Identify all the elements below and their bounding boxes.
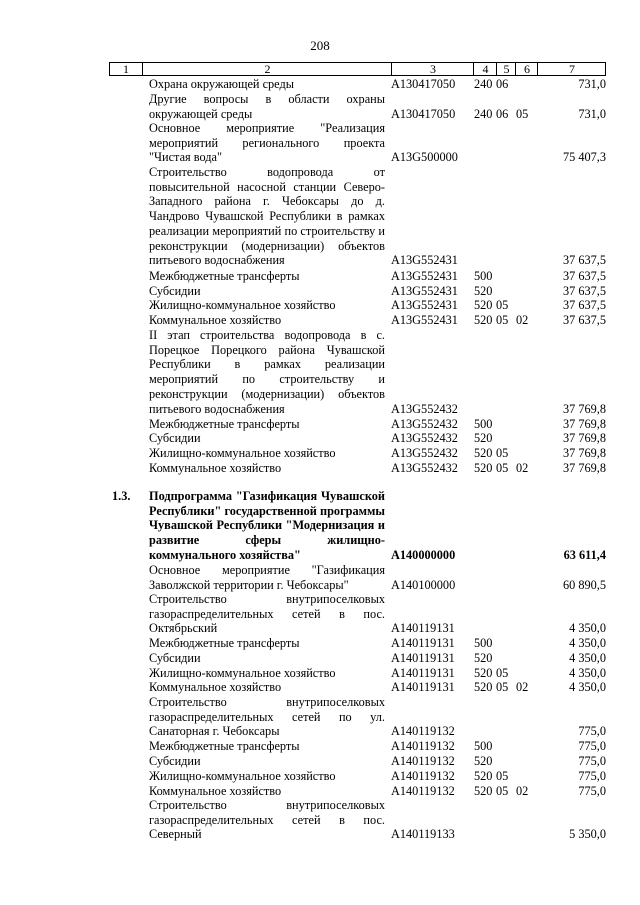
- row-amount: 731,0: [578, 77, 606, 91]
- row-col-4: 520: [474, 431, 493, 445]
- row-col-5: 05: [496, 769, 509, 783]
- row-code: A140119131: [391, 636, 455, 650]
- row-name: Жилищно-коммунальное хозяйство: [149, 446, 336, 460]
- row-amount: 4 350,0: [569, 636, 606, 650]
- row-col-5: 06: [496, 77, 509, 91]
- header-col-5: 5: [496, 63, 516, 75]
- row-col-4: 520: [474, 313, 493, 327]
- row-col-6: 02: [516, 461, 529, 475]
- row-name: Основное мероприятие "Газификация Заволжской территории г. Чебоксары": [149, 563, 385, 592]
- row-code: A140119132: [391, 769, 455, 783]
- row-code: A130417050: [391, 106, 456, 121]
- row-amount: 37 769,8: [562, 446, 606, 460]
- row-name: Жилищно-коммунальное хозяйство: [149, 769, 336, 783]
- row-code: A140119132: [391, 739, 455, 753]
- row-col-5: 05: [496, 298, 509, 312]
- row-amount: 37 637,5: [562, 253, 606, 268]
- row-amount: 775,0: [578, 739, 606, 753]
- row-col-6: 02: [516, 680, 529, 694]
- row-amount: 37 769,8: [562, 417, 606, 431]
- row-col-4: 500: [474, 269, 493, 283]
- row-col-4: 520: [474, 666, 493, 680]
- row-name: Коммунальное хозяйство: [149, 784, 282, 798]
- row-code: A140119133: [391, 827, 455, 842]
- header-col-3: 3: [391, 63, 474, 75]
- row-col-5: 05: [496, 461, 509, 475]
- row-amount: 37 637,5: [562, 269, 606, 283]
- row-code: A140119132: [391, 754, 455, 768]
- row-name: Коммунальное хозяйство: [149, 313, 282, 327]
- row-code: A13G500000: [391, 150, 458, 165]
- row-code: A13G552432: [391, 417, 458, 431]
- row-code: A13G552431: [391, 284, 458, 298]
- row-amount: 37 637,5: [562, 284, 606, 298]
- row-code: A140119132: [391, 784, 455, 798]
- row-amount: 4 350,0: [569, 651, 606, 665]
- row-name: Жилищно-коммунальное хозяйство: [149, 666, 336, 680]
- row-code: A140119132: [391, 724, 455, 739]
- row-col-4: 500: [474, 739, 493, 753]
- row-name: Межбюджетные трансферты: [149, 739, 300, 753]
- row-name: Субсидии: [149, 431, 201, 445]
- row-name: Межбюджетные трансферты: [149, 269, 300, 283]
- row-col-6: 02: [516, 784, 529, 798]
- row-amount: 775,0: [578, 784, 606, 798]
- row-code: A13G552432: [391, 431, 458, 445]
- row-name: Строительство внутрипоселковых газораспределительных сетей в пос. Октябрьский: [149, 592, 385, 636]
- header-col-1: 1: [123, 62, 129, 76]
- row-amount: 5 350,0: [569, 827, 606, 842]
- row-col-4: 500: [474, 417, 493, 431]
- row-col-4: 520: [474, 680, 493, 694]
- row-amount: 37 769,8: [562, 431, 606, 445]
- row-col-6: 02: [516, 313, 529, 327]
- row-col-4: 520: [474, 769, 493, 783]
- row-name: Строительство внутрипоселковых газораспределительных сетей в пос. Северный: [149, 798, 385, 842]
- row-col-5: 05: [496, 666, 509, 680]
- row-col-4: 520: [474, 446, 493, 460]
- row-col-4: 520: [474, 651, 493, 665]
- row-col-4: 520: [474, 284, 493, 298]
- row-name: Межбюджетные трансферты: [149, 636, 300, 650]
- row-name: Жилищно-коммунальное хозяйство: [149, 298, 336, 312]
- row-code: A140119131: [391, 621, 455, 636]
- row-name: Строительство внутрипоселковых газораспределительных сетей по ул. Санаторная г. Чебоксары: [149, 695, 385, 739]
- row-amount: 731,0: [578, 106, 606, 121]
- row-col-5: 05: [496, 446, 509, 460]
- row-col-6: 05: [516, 106, 529, 121]
- row-code: A140119131: [391, 651, 455, 665]
- row-col-5: 05: [496, 784, 509, 798]
- row-amount: 63 611,4: [563, 547, 606, 562]
- row-code: A13G552431: [391, 253, 458, 268]
- row-amount: 37 637,5: [562, 313, 606, 327]
- row-name: Коммунальное хозяйство: [149, 680, 282, 694]
- row-code: A13G552432: [391, 401, 458, 416]
- row-code: A13G552432: [391, 446, 458, 460]
- row-col-4: 240: [474, 77, 493, 91]
- row-name: Охрана окружающей среды: [149, 77, 294, 91]
- row-col-5: 05: [496, 313, 509, 327]
- row-name: Подпрограмма "Газификация Чувашской Республики" государственной программы Чувашской Республики "Модернизация и развитие сферы жилищно-коммунального хозяйства": [149, 489, 385, 562]
- header-col-4: 4: [473, 63, 497, 75]
- row-col-4: 520: [474, 754, 493, 768]
- row-col-4: 500: [474, 636, 493, 650]
- row-name: Субсидии: [149, 754, 201, 768]
- row-code: A140100000: [391, 577, 456, 592]
- row-amount: 775,0: [578, 724, 606, 739]
- row-code: A130417050: [391, 77, 456, 91]
- row-name: Коммунальное хозяйство: [149, 461, 282, 475]
- header-col-6: 6: [515, 63, 538, 75]
- header-col-7: 7: [537, 63, 606, 75]
- row-code: A13G552432: [391, 461, 458, 475]
- row-col-4: 520: [474, 784, 493, 798]
- row-code: A140000000: [391, 547, 456, 562]
- row-name: Межбюджетные трансферты: [149, 417, 300, 431]
- row-amount: 4 350,0: [569, 666, 606, 680]
- row-name: Субсидии: [149, 651, 201, 665]
- row-col-5: 05: [496, 680, 509, 694]
- row-col-4: 240: [474, 106, 493, 121]
- header-col-2: 2: [142, 63, 392, 75]
- row-col-4: 520: [474, 461, 493, 475]
- row-amount: 4 350,0: [569, 621, 606, 636]
- row-amount: 37 637,5: [562, 298, 606, 312]
- row-amount: 37 769,8: [562, 401, 606, 416]
- row-code: A13G552431: [391, 298, 458, 312]
- row-name: Основное мероприятие "Реализация мероприятий регионального проекта "Чистая вода": [149, 121, 385, 165]
- row-number: 1.3.: [112, 489, 131, 503]
- page-number: 208: [310, 38, 330, 53]
- row-code: A13G552431: [391, 269, 458, 283]
- table-header: [109, 62, 606, 76]
- row-amount: 75 407,3: [562, 150, 606, 165]
- row-name: II этап строительства водопровода в с. Порецкое Порецкого района Чувашской Республики в рамках реализации мероприятий по строительству и реконструкции (модернизации) объектов питьевого водоснабжения: [149, 328, 385, 416]
- row-code: A13G552431: [391, 313, 458, 327]
- row-col-4: 520: [474, 298, 493, 312]
- row-name: Субсидии: [149, 284, 201, 298]
- row-amount: 775,0: [578, 754, 606, 768]
- row-amount: 60 890,5: [562, 577, 606, 592]
- row-col-5: 06: [496, 106, 509, 121]
- row-amount: 775,0: [578, 769, 606, 783]
- row-code: A140119131: [391, 680, 455, 694]
- row-name: Другие вопросы в области охраны окружающей среды: [149, 92, 385, 121]
- row-code: A140119131: [391, 666, 455, 680]
- row-amount: 37 769,8: [562, 461, 606, 475]
- row-amount: 4 350,0: [569, 680, 606, 694]
- row-name: Строительство водопровода от повысительной насосной станции Северо-Западного района г. Чебоксары до д. Чандрово Чувашской Республики в рамках реализации мероприятий по строительству и реконструкции (модернизации) объектов питьевого водоснабжения: [149, 165, 385, 268]
